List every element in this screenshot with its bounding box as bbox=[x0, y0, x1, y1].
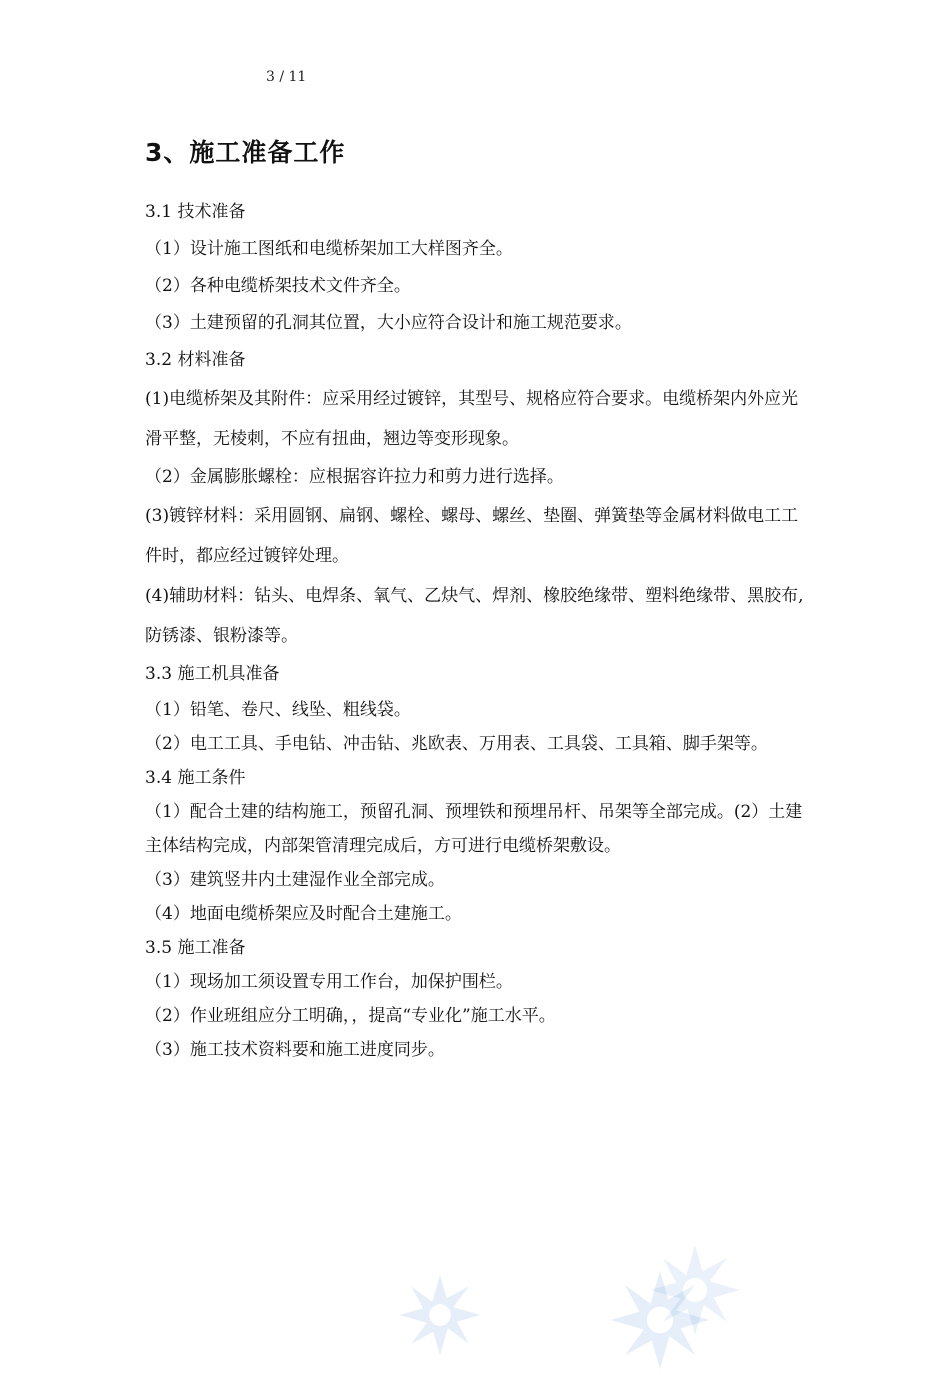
document-body bbox=[145, 194, 813, 1067]
paragraph: （2）各种电缆桥架技术文件齐全。 bbox=[145, 276, 411, 296]
paragraph: （3）土建预留的孔洞其位置，大小应符合设计和施工规范要求。 bbox=[145, 313, 632, 333]
paragraph: （1）设计施工图纸和电缆桥架加工大样图齐全。 bbox=[145, 239, 513, 259]
paragraph: （1）铅笔、卷尺、线坠、粗线袋。 bbox=[145, 700, 411, 720]
snowflake-icon bbox=[395, 1270, 485, 1360]
paragraph: (4)辅助材料：钻头、电焊条、氧气、乙炔气、焊剂、橡胶绝缘带、塑料绝缘带、黑胶布,防锈漆、银粉漆等。 bbox=[145, 586, 804, 646]
paragraph: （4）地面电缆桥架应及时配合土建施工。 bbox=[145, 904, 462, 924]
paragraph: （2）作业班组应分工明确，，提高“专业化”施工水平。 bbox=[145, 1006, 556, 1026]
paragraph: （1）配合土建的结构施工，预留孔洞、预埋铁和预埋吊杆、吊架等全部完成。(2）土建主体结构完成，内部架管清理完成后，方可进行电缆桥架敷设。 bbox=[145, 802, 803, 856]
paragraph: (3)镀锌材料：采用圆钢、扁钢、螺栓、螺母、螺丝、垫圈、弹簧垫等金属材料做电工工件时，都应经过镀锌处理。 bbox=[145, 506, 799, 566]
section-title: 3、施工准备工作 bbox=[145, 138, 346, 167]
subsection-heading: 3.5 施工准备 bbox=[145, 938, 246, 958]
paragraph: （3）施工技术资料要和施工进度同步。 bbox=[145, 1040, 445, 1060]
snowflake-icon bbox=[645, 1240, 745, 1340]
paragraph: （2）电工工具、手电钻、冲击钻、兆欧表、万用表、工具袋、工具箱、脚手架等。 bbox=[145, 734, 768, 754]
paragraph: （2）金属膨胀螺栓：应根据容许拉力和剪力进行选择。 bbox=[145, 467, 564, 487]
page-number: 3 / 11 bbox=[266, 69, 307, 85]
paragraph: (1)电缆桥架及其附件：应采用经过镀锌，其型号、规格应符合要求。电缆桥架内外应光滑平整，无棱刺，不应有扭曲，翘边等变形现象。 bbox=[145, 389, 799, 449]
subsection-heading: 3.3 施工机具准备 bbox=[145, 664, 280, 684]
subsection-heading: 3.2 材料准备 bbox=[145, 350, 246, 370]
subsection-heading: 3.4 施工条件 bbox=[145, 768, 246, 788]
paragraph: （3）建筑竖井内土建湿作业全部完成。 bbox=[145, 870, 445, 890]
subsection-heading: 3.1 技术准备 bbox=[145, 202, 246, 222]
paragraph: （1）现场加工须设置专用工作台，加保护围栏。 bbox=[145, 972, 513, 992]
